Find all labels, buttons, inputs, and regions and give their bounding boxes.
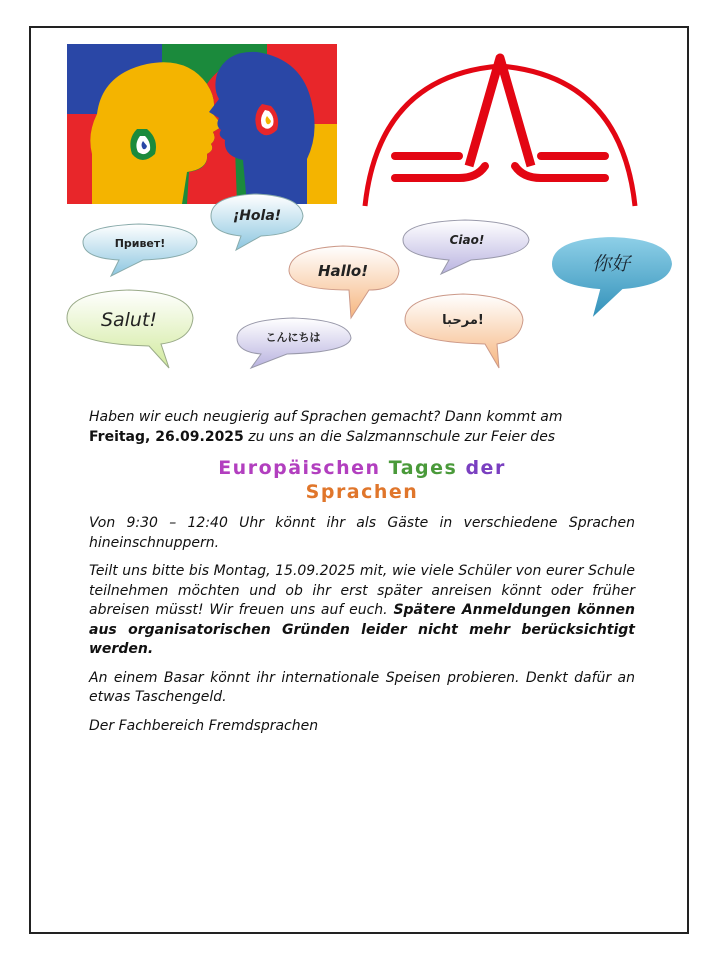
flyer-body (89, 408, 635, 745)
bubble-hallo-text: Hallo! (317, 262, 369, 280)
bubble-hallo (289, 246, 399, 318)
bubble-marhaba-text: مرحبا! (442, 313, 484, 328)
bubble-salut (67, 290, 193, 368)
intro-line2: zu uns an die Salzmannschule zur Feier des (243, 428, 556, 445)
bubble-konnichiwa-text: こんにちは (265, 331, 321, 344)
bubble-privet-text: Привет! (114, 237, 166, 250)
bubble-konnichiwa (237, 318, 351, 368)
bubble-marhaba (405, 294, 523, 368)
bubble-nihao-text: 你好 (591, 253, 631, 275)
registration-paragraph (89, 562, 635, 660)
registration-text: Teilt uns bitte bis Montag, 15.09.2025 mit, wie viele Schüler von eurer Schule teilnehmen möchten und ob ihr erst später anreisen könnt oder früher abreisen müsst! Wir freuen uns auf euch. (89, 563, 635, 618)
bubble-ciao-text: Ciao! (449, 233, 485, 247)
event-title (89, 456, 635, 504)
intro-paragraph (89, 408, 635, 447)
title-word-4: Sprachen (305, 481, 419, 503)
bubble-salut-text: Salut! (100, 309, 158, 331)
bubble-nihao (551, 236, 673, 320)
bubble-hola (211, 194, 303, 250)
intro-line1: Haben wir euch neugierig auf Sprachen gemacht? Dann kommt am (89, 409, 563, 425)
bubble-hola-text: ¡Hola! (232, 208, 282, 224)
flyer-page (29, 26, 689, 934)
title-word-2: Tages (388, 457, 458, 479)
signature: Der Fachbereich Fremdsprachen (89, 717, 319, 734)
title-word-1: Europäischen (218, 457, 381, 479)
schedule-paragraph: Von 9:30 – 12:40 Uhr könnt ihr als Gäste in verschiedene Sprachen hineinschnuppern. (89, 515, 635, 551)
bazaar-paragraph: An einem Basar könnt ihr internationale Speisen probieren. Denkt dafür an etwas Taschengeld. (89, 669, 635, 705)
speech-bubbles (31, 28, 687, 388)
bubble-privet (83, 224, 197, 276)
event-date: Freitag, 26.09.2025 (89, 428, 244, 445)
title-word-3: der (465, 457, 506, 479)
registration-deadline-note: Spätere Anmeldungen können aus organisatorischen Gründen leider nicht mehr berücksichtigt werden. (89, 602, 636, 657)
bubble-ciao (403, 220, 529, 274)
